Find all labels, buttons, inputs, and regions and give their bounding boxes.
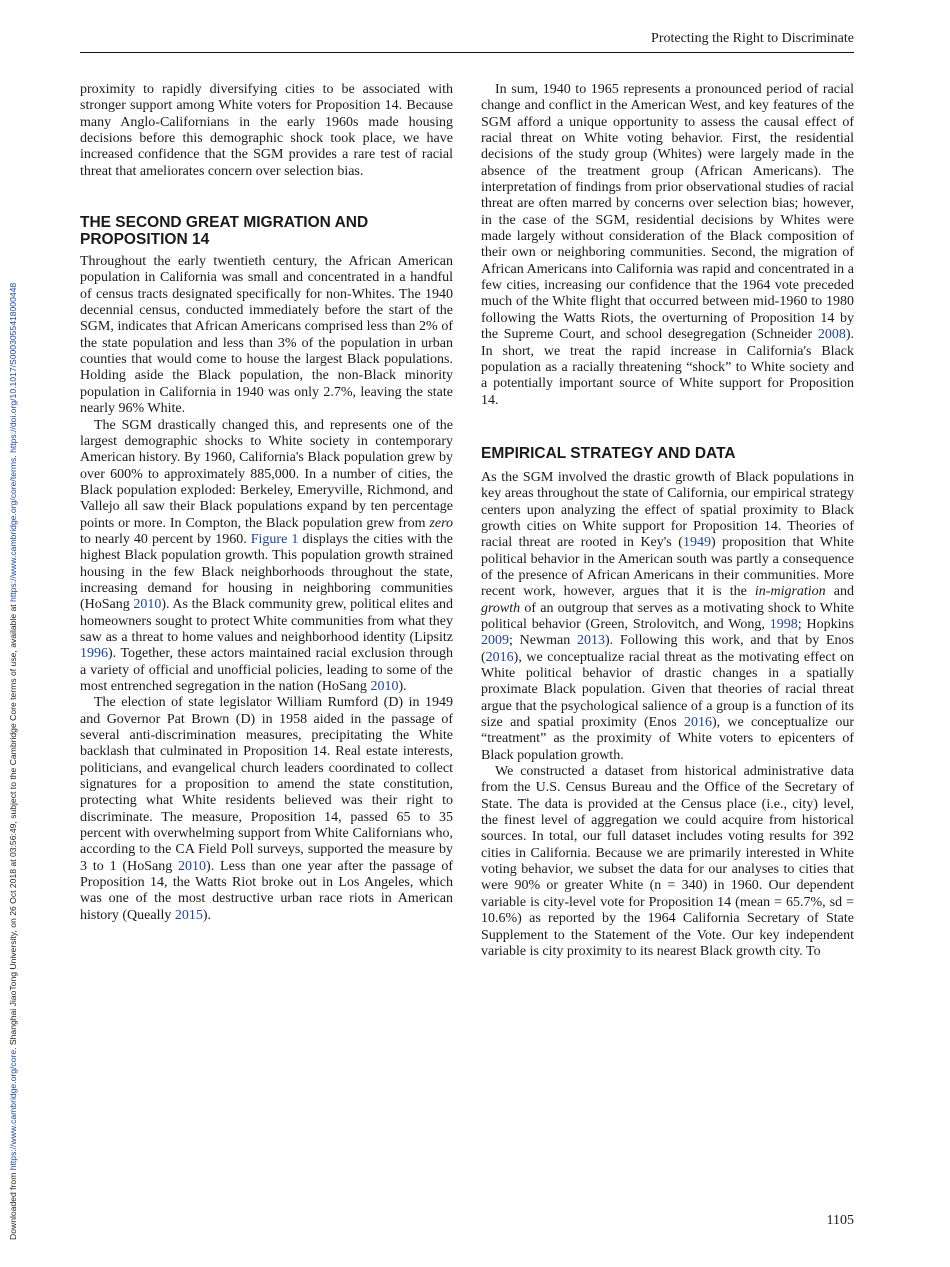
text-run: ). Following this work, and that by Enos ( — [481, 633, 854, 665]
citation-link[interactable]: 2010 — [370, 679, 399, 694]
text-run: ). In short, we treat the rapid increase in California's Black population as a racially threatening “shock” to White society and a potentially important source of White support for Proposition 14. — [481, 327, 854, 408]
text-run: In sum, 1940 to 1965 represents a pronounced period of racial change and conflict in the American West, and key features of the SGM afford a unique opportunity to assess the causal effect of racial threat on White voting behavior. First, the residential decisions of the study group (Whites) were largely made in the absence of the treatment group (African Americans). The interpretation of findings from prior observational studies of racial threat are often marred by concerns over selection bias; however, in the case of the SGM, residential decisions by Whites were made largely without consideration of the Black composition of their own or neighboring communities. Second, the migration of African Americans into California was rapid and concentrated in a few cities, increasing our confidence that the 1964 vote preceded much of the White flight that occurred between mid-1960 to 1980 following the Watts Riots, the overturning of Proposition 14 by the Supreme Court, and school desegregation (Schneider — [481, 82, 854, 343]
emphasis: growth — [481, 600, 521, 616]
cambridge-terms-link[interactable]: https://www.cambridge.org/core/terms — [8, 457, 18, 602]
citation-link[interactable]: 1949 — [682, 535, 711, 551]
paragraph: We constructed a dataset from historical administrative data from the U.S. Census Bureau and the Office of the Secretary of State. The data is provided at the Census place (i.e., city) level, the finest level of aggregation we could acquire from historical sources. In total, our full dataset includes voting results for 392 cities in California. Because we are primarily interested in White voting behavior, we subset the data for our analyses to cities that were 90% or greater White (n = 340) in 1960. Our dependent variable is city-level vote for Proposition 14 (mean = 65.7%, sd = 10.6%) as reported by the 1964 California Secretary of State Supplement to the Statement of the Vote. Our key independent variable is city proximity to its nearest Black growth city. To — [481, 764, 854, 959]
paragraph: proximity to rapidly diversifying cities to be associated with stronger support among White voters for Proposition 14. Because many Anglo-Californians in the early 1960s made housing decisions before this demographic shock took place, we have increased confidence that the SGM provides a rare test of racial threat that ameliorates concern over selection bias. — [80, 82, 453, 179]
left-column — [80, 82, 453, 924]
text-run: ). Less than one year after the passage of Proposition 14, the Watts Riot broke out in Los Angeles, which was one of the most destructive urban race riots in American history (Queally — [80, 858, 453, 923]
text-run: As the SGM involved the drastic growth of Black populations in key areas throughout the state of California, our empirical strategy centers upon analyzing the effect of spatial proximity to Black growth cities on White support for Proposition 14. Theories of racial threat are rooted in Key's ( — [481, 469, 854, 551]
text-run: ), we conceptualize racial threat as the motivating effect on White political behavior of drastic changes in a spatially proximate Black population. Given that theories of racial threat argue that the psychological salience of a group is a function of its size and spatial proximity (Enos — [481, 649, 854, 731]
download-notice-prefix: Downloaded from — [8, 1170, 18, 1240]
citation-link[interactable]: 2009 — [481, 633, 509, 649]
download-notice-terms-text: . Shanghai JiaoTong University, on 26 Oct 2018 at 03:56:49, subject to the Cambridge Core terms of use, available at — [8, 601, 18, 1050]
download-notice-separator: . — [8, 452, 18, 458]
section-heading: EMPIRICAL STRATEGY AND DATA — [481, 444, 736, 462]
citation-link[interactable]: 2016 — [485, 649, 514, 665]
citation-link[interactable]: 2015 — [174, 907, 203, 923]
section-heading: THE SECOND GREAT MIGRATION AND PROPOSITION 14 — [80, 214, 369, 249]
right-column — [481, 82, 854, 960]
text-run: and — [825, 584, 855, 600]
paragraph — [481, 470, 854, 764]
text-run: The election of state legislator William Rumford (D) in 1949 and Governor Pat Brown (D) in 1958 aided in the passage of several anti-discrimination measures, precipitating the White backlash that culminated in Proposition 14. Real estate interests, politicians, and evangelical church leaders coordinated to collect signatures for a proposition to amend the state constitution, protecting what White residents believed was their right to discriminate. The measure, Proposition 14, passed 65 to 35 percent with overwhelming support from White Californians who, according to the CA Field Poll surveys, supported the measure by 3 to 1 (HoSang — [80, 695, 453, 874]
download-notice — [8, 283, 18, 1240]
paragraph — [80, 418, 453, 696]
page-number: 1105 — [826, 1213, 854, 1228]
paragraph: Throughout the early twentieth century, the African American population in California was small and concentrated in a handful of census tracts designated specifically for non-Whites. The 1940 decennial census, conducted immediately before the start of the SGM, indicates that African Americans comprised less than 2% of the state population and less than 3% of the population in urban counties that would come to house the largest Black populations. Holding aside the Black population, the non-Black minority population in California in 1940 was only 2.7%, leaving the state nearly 96% White. — [80, 254, 453, 417]
emphasis: in-migration — [754, 584, 826, 600]
paragraph — [481, 82, 854, 409]
citation-link[interactable]: 2010 — [178, 858, 207, 874]
text-run: displays the cities with the highest Black population growth. This population growth strained housing in the few Black neighborhoods throughout the state, increasing demand for housing in neighboring communities (HoSang — [80, 531, 454, 613]
text-run: ). As the Black community grew, political elites and homeowners sought to protect White communities from what they saw as a threat to home values and neighborhood identity (Lipsitz — [80, 597, 453, 645]
citation-link[interactable]: 1996 — [80, 646, 108, 662]
paragraph — [80, 695, 453, 924]
emphasis: zero — [429, 515, 453, 531]
citation-link[interactable]: 2010 — [133, 597, 162, 613]
text-run: of an outgroup that serves as a motivating shock to White political behavior (Green, Strolovitch, and Wong, — [481, 600, 854, 632]
citation-link[interactable]: 1998 — [769, 616, 798, 632]
citation-link[interactable]: 2013 — [577, 633, 606, 649]
text-run: ; Newman — [509, 633, 578, 649]
citation-link[interactable]: 2016 — [683, 715, 712, 731]
running-head: Protecting the Right to Discriminate — [651, 31, 854, 46]
text-run: The SGM drastically changed this, and represents one of the largest demographic shocks to White society in contemporary American history. By 1960, California's Black population grew by over 600% to approximately 885,000. In a number of cities, the Black population exploded: Berkeley, Emeryville, Richmond, and Vallejo all saw their Black populations expand by ten percentage points or more. In Compton, the Black population grew from — [80, 417, 453, 531]
figure-link[interactable]: Figure 1 — [250, 531, 299, 547]
text-run: ; Hopkins — [797, 616, 854, 632]
header-rule — [80, 52, 854, 53]
text-run: to nearly 40 percent by 1960. — [80, 531, 251, 547]
text-run: ). — [202, 907, 212, 923]
text-run: ). Together, these actors maintained racial exclusion through a variety of official and unofficial policies, leading to some of the most entrenched segregation in the nation (HoSang — [80, 646, 453, 694]
citation-link[interactable]: 2008 — [817, 327, 846, 343]
text-run: ) proposition that White political behavior in the American south was partly a consequence of the presence of African Americans in their communities. More recent work, however, argues that it is the — [481, 535, 855, 600]
text-run: ), we conceptualize our “treatment” as the proximity of White voters to epicenters of Black population growth. — [481, 715, 854, 763]
text-run: ). — [398, 679, 407, 694]
doi-link[interactable]: https://doi.org/10.1017/S0003055418000448 — [8, 282, 18, 453]
cambridge-core-link[interactable]: https://www.cambridge.org/core — [8, 1049, 18, 1171]
